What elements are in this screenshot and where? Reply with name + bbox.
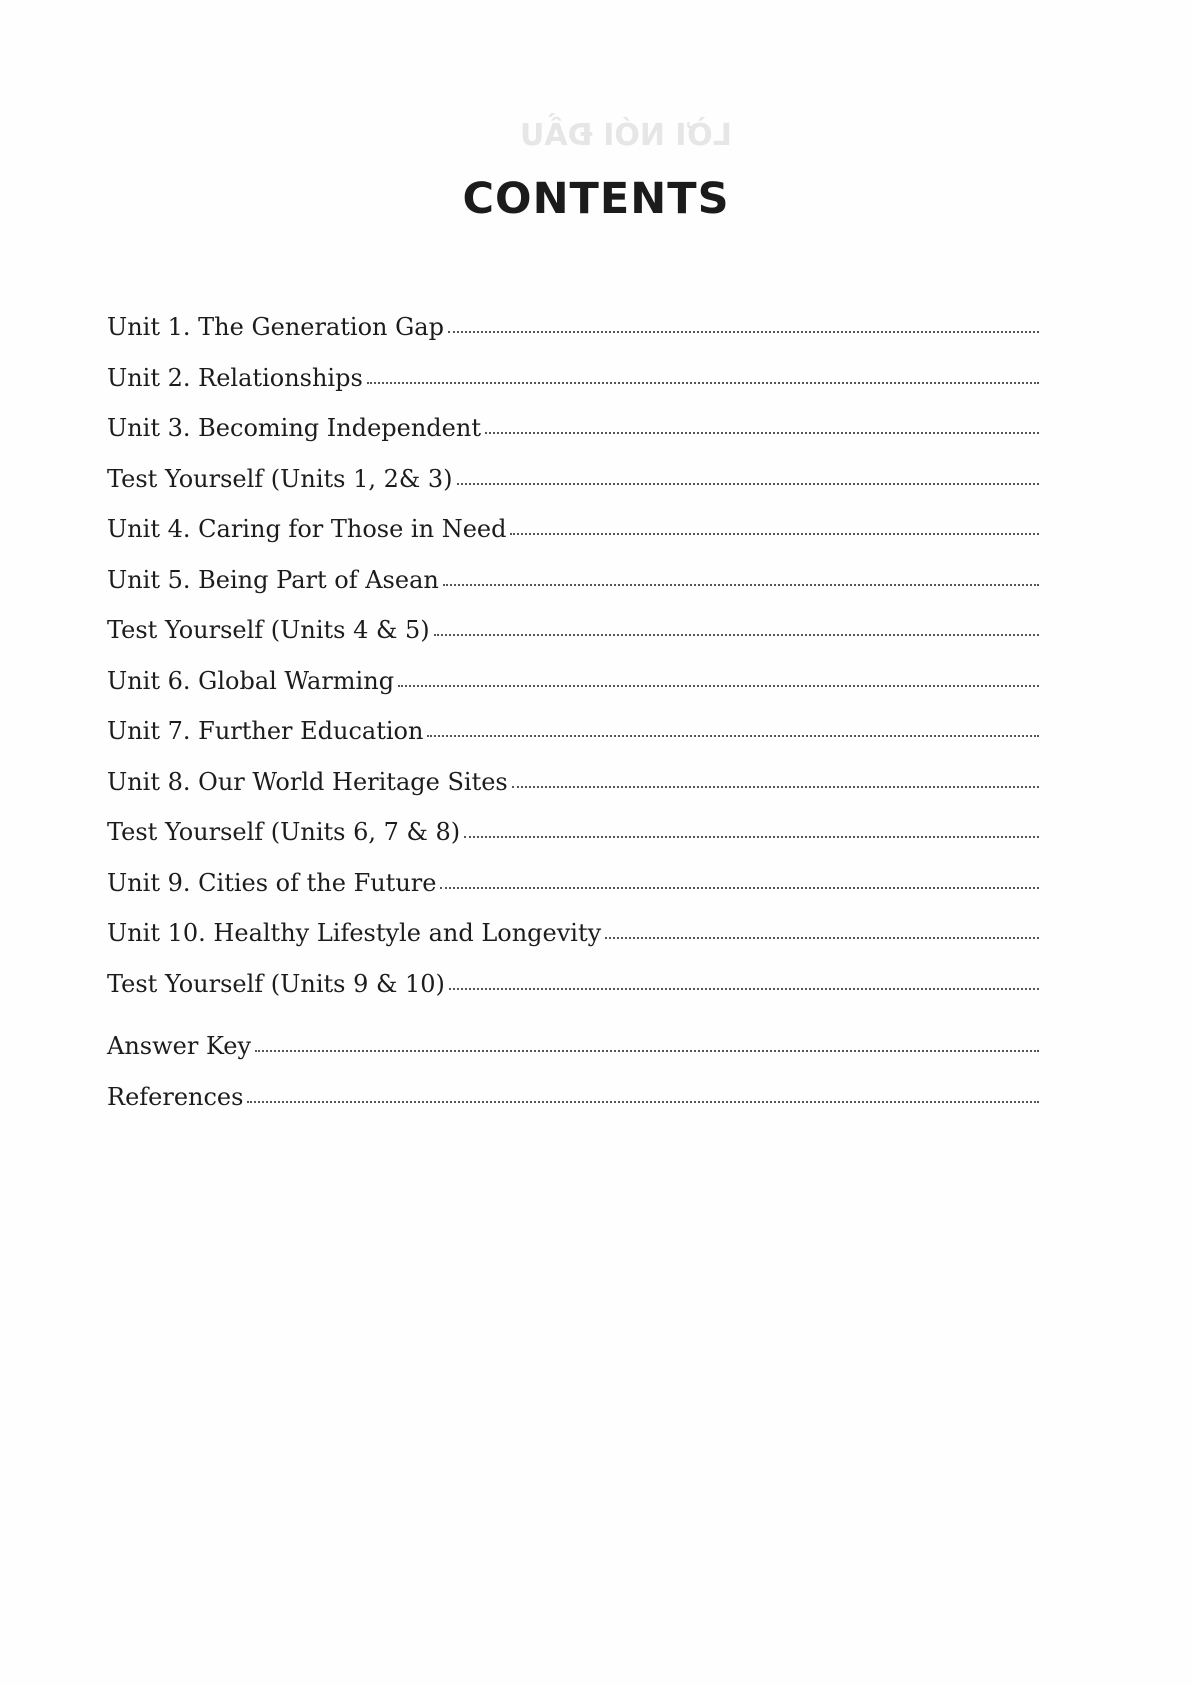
table-of-contents — [107, 313, 1039, 1133]
toc-entry-label: Unit 4. Caring for Those in Need — [107, 515, 507, 543]
toc-entry-label: Test Yourself (Units 9 & 10) — [107, 969, 445, 998]
toc-entry-test-2[interactable] — [107, 616, 1039, 667]
dot-leader — [367, 382, 1039, 384]
page-title: CONTENTS — [462, 174, 730, 224]
dot-leader — [247, 1101, 1039, 1103]
toc-entry-unit-4[interactable] — [107, 515, 1039, 566]
toc-entry-label: Unit 6. Global Warming — [107, 666, 395, 695]
dot-leader — [510, 533, 1039, 535]
dot-leader — [485, 432, 1039, 434]
toc-entry-label: Unit 7. Further Education — [107, 717, 424, 745]
toc-entry-label: Unit 10. Healthy Lifestyle and Longevity — [107, 919, 602, 947]
toc-entry-label: Unit 8. Our World Heritage Sites — [107, 767, 508, 796]
dot-leader — [464, 836, 1039, 838]
toc-entry-label: References — [107, 1082, 244, 1111]
toc-entry-test-1[interactable] — [107, 465, 1039, 516]
toc-entry-label: Unit 5. Being Part of Asean — [107, 565, 439, 594]
toc-entry-unit-6[interactable] — [107, 667, 1039, 718]
dot-leader — [427, 735, 1039, 737]
dot-leader — [457, 483, 1039, 485]
toc-entry-label: Unit 1. The Generation Gap — [107, 313, 444, 341]
toc-entry-unit-2[interactable] — [107, 364, 1039, 415]
dot-leader — [448, 331, 1039, 333]
toc-entry-unit-10[interactable] — [107, 919, 1039, 970]
dot-leader — [434, 634, 1039, 636]
toc-entry-unit-5[interactable] — [107, 566, 1039, 617]
toc-entry-label: Unit 2. Relationships — [107, 363, 363, 392]
toc-entry-unit-1[interactable] — [107, 313, 1039, 364]
dot-leader — [512, 786, 1039, 788]
toc-entry-label: Test Yourself (Units 1, 2& 3) — [107, 464, 453, 493]
dot-leader — [440, 887, 1039, 889]
dot-leader — [605, 937, 1039, 939]
toc-entry-test-4[interactable] — [107, 970, 1039, 1021]
toc-entry-label: Unit 9. Cities of the Future — [107, 868, 437, 897]
toc-entry-label: Unit 3. Becoming Independent — [107, 414, 481, 442]
toc-entry-test-3[interactable] — [107, 818, 1039, 869]
bleed-through-text: LỜI NÓI ĐẦU — [520, 118, 732, 153]
toc-entry-unit-9[interactable] — [107, 869, 1039, 920]
dot-leader — [443, 584, 1039, 586]
toc-entry-label: Answer Key — [107, 1032, 251, 1060]
dot-leader — [255, 1050, 1039, 1052]
toc-entry-answer-key[interactable] — [107, 1032, 1039, 1083]
toc-entry-unit-3[interactable] — [107, 414, 1039, 465]
toc-entry-unit-8[interactable] — [107, 768, 1039, 819]
dot-leader — [398, 685, 1039, 687]
dot-leader — [449, 988, 1039, 990]
toc-entry-unit-7[interactable] — [107, 717, 1039, 768]
toc-entry-references[interactable] — [107, 1083, 1039, 1134]
toc-entry-label: Test Yourself (Units 4 & 5) — [107, 616, 430, 644]
toc-entry-label: Test Yourself (Units 6, 7 & 8) — [107, 818, 461, 846]
